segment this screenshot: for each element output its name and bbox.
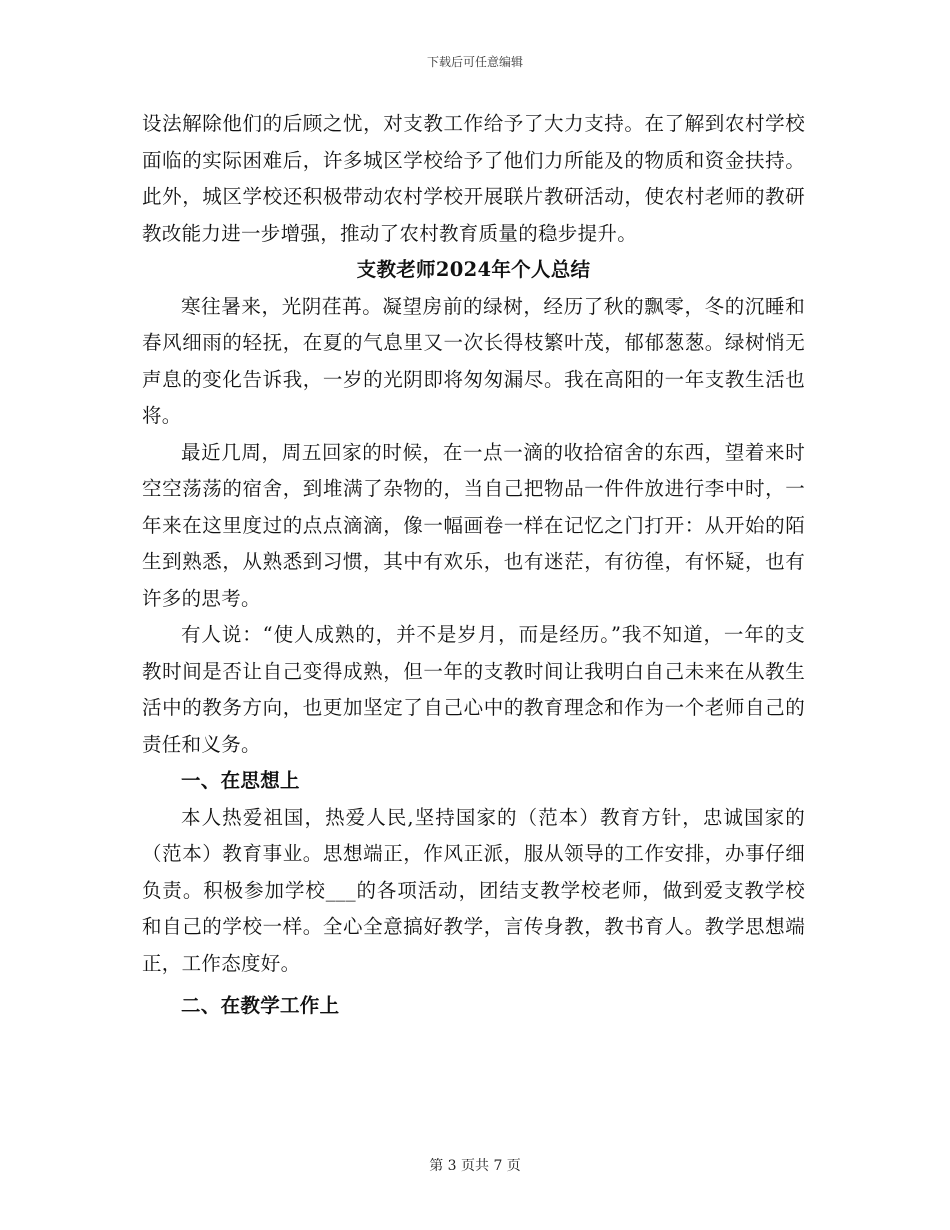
paragraph-experience: 有人说：“使人成熟的，并不是岁月，而是经历。”我不知道，一年的支教时间是否让自己变得成熟，但一年的支教时间让我明白自己未来在从教生活中的教务方向，也更加坚定了自己心中的教育理念和作为一个老师自己的责任和义务。	[142, 623, 805, 756]
document-body	[142, 106, 805, 1025]
document-title: 支教老师2024年个人总结	[356, 258, 591, 281]
paragraph-intro: 寒往暑来，光阴荏苒。凝望房前的绿树，经历了秋的飘零，冬的沉睡和春风细雨的轻抚，在夏的气息里又一次长得枝繁叶茂，郁郁葱葱。绿树悄无声息的变化告诉我，一岁的光阴即将匆匆漏尽。我在高阳的一年支教生活也将。	[142, 294, 805, 427]
paragraph-continued: 设法解除他们的后顾之忧，对支教工作给予了大力支持。在了解到农村学校面临的实际困难后，许多城区学校给予了他们力所能及的物质和资金扶持。此外，城区学校还积极带动农村学校开展联片教研活动，使农村老师的教研教改能力进一步增强，推动了农村教育质量的稳步提升。	[142, 112, 805, 245]
paragraph-thought: 本人热爱祖国，热爱人民,坚持国家的（范本）教育方针，忠诚国家的（范本）教育事业。思想端正，作风正派，服从领导的工作安排，办事仔细负责。积极参加学校___的各项活动，团结支教学校老师，做到爱支教学校和自己的学校一样。全心全意搞好教学，言传身教，教书育人。教学思想端正，工作态度好。	[142, 805, 805, 975]
section-heading-thought: 一、在思想上	[181, 769, 300, 792]
section-heading-teaching: 二、在教学工作上	[181, 994, 340, 1017]
paragraph-recent-weeks: 最近几周，周五回家的时候，在一点一滴的收拾宿舍的东西，望着来时空空荡荡的宿舍，到堆满了杂物的，当自己把物品一件件放进行李中时，一年来在这里度过的点点滴滴，像一幅画卷一样在记忆之门打开：从开始的陌生到熟悉，从熟悉到习惯，其中有欢乐，也有迷茫，有彷徨，有怀疑，也有许多的思考。	[142, 440, 805, 610]
header-note: 下载后可任意编辑	[426, 55, 523, 69]
page-number: 第 3 页共 7 页	[429, 1158, 521, 1174]
